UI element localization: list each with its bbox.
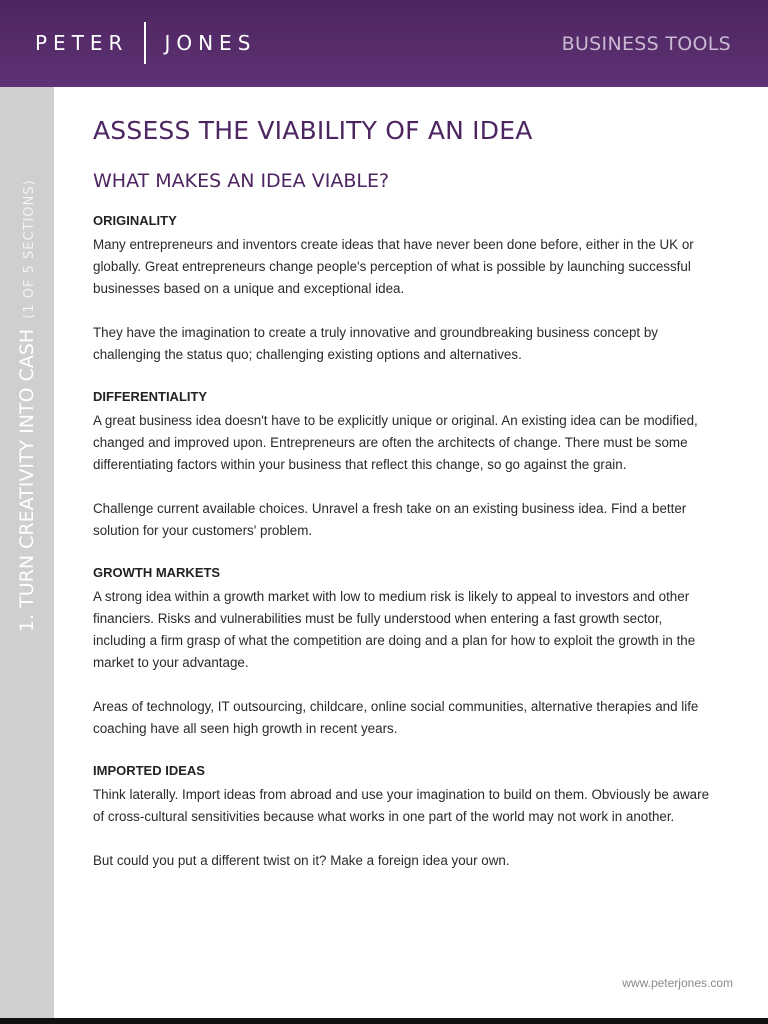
bottom-bar [0,1018,768,1024]
brand-divider [144,22,146,64]
brand-logo[interactable] [35,30,256,56]
section-differentiality [93,388,718,542]
paragraph: Areas of technology, IT outsourcing, childcare, online social communities, alternative therapies and life coaching have all seen high growth in recent years. [93,699,699,736]
brand-name-last: JONES [164,31,257,55]
sidebar-title: 1. TURN CREATIVITY INTO CASH [16,328,38,632]
sidebar [0,87,54,1018]
page-subtitle: WHAT MAKES AN IDEA VIABLE? [93,170,390,192]
footer-website-link[interactable]: www.peterjones.com [622,976,733,990]
section-heading: DIFFERENTIALITY [93,389,208,404]
paragraph: Many entrepreneurs and inventors create ideas that have never been done before, either in the UK or globally. Great entrepreneurs change people's perception of what is possible by launching successful businesses based on a unique and exceptional idea. [93,237,694,296]
section-growth-markets [93,564,718,740]
sidebar-subtitle: (1 OF 5 SECTIONS) [22,179,37,319]
paragraph: A great business idea doesn't have to be explicitly unique or original. An existing idea can be modified, changed and improved upon. Entrepreneurs are often the architects of change. There must be some differentiating factors within your business that reflect this change, so go against the grain. [93,413,698,472]
paragraph: A strong idea within a growth market with low to medium risk is likely to appeal to investors and other financiers. Risks and vulnerabilities must be fully understood when entering a fast growth sector, including a firm grasp of what the competition are doing and a plan for how to exploit the growth in the market to your advantage. [93,589,696,670]
brand-name-first: PETER [35,31,129,55]
paragraph: But could you put a different twist on it? Make a foreign idea your own. [93,853,510,868]
section-heading: IMPORTED IDEAS [93,763,205,778]
section-originality [93,212,718,366]
section-heading: ORIGINALITY [93,213,177,228]
section-heading: GROWTH MARKETS [93,565,221,580]
page-header [0,0,768,87]
paragraph: They have the imagination to create a truly innovative and groundbreaking business concept by challenging the status quo; challenging existing options and alternatives. [93,325,658,362]
sidebar-label [16,179,38,632]
page-title: ASSESS THE VIABILITY OF AN IDEA [93,116,533,145]
section-imported-ideas [93,762,718,872]
paragraph: Think laterally. Import ideas from abroad and use your imagination to build on them. Obviously be aware of cross-cultural sensitivities because what works in one part of the world may not work in another. [93,787,710,824]
paragraph: Challenge current available choices. Unravel a fresh take on an existing business idea. Find a better solution for your customers' problem. [93,501,687,538]
section-label: BUSINESS TOOLS [561,33,731,55]
main-content [93,114,718,872]
